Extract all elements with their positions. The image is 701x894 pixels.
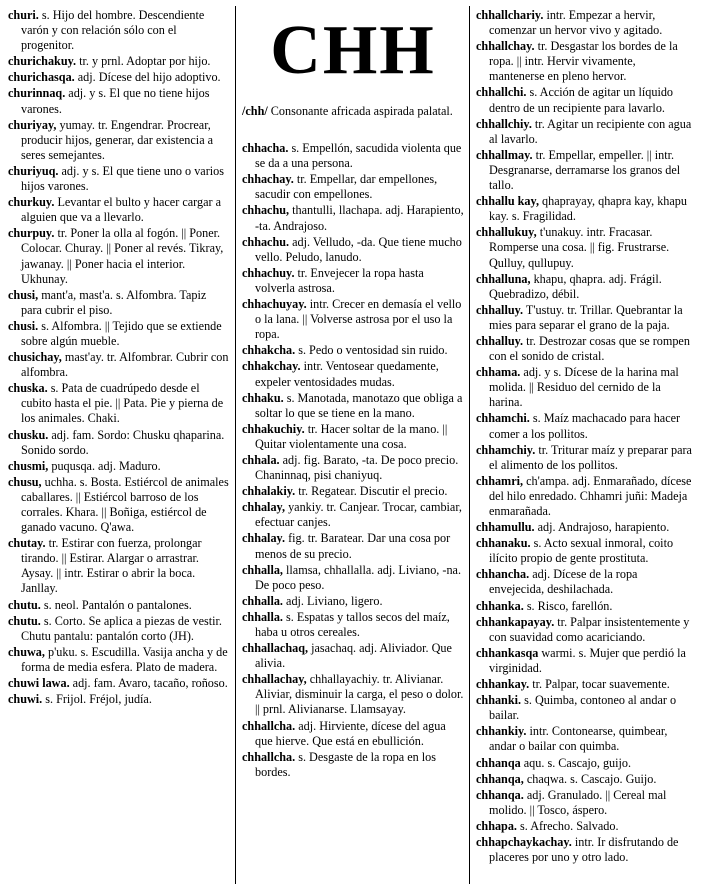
entry-definition: s. Acto sexual inmoral, coito ilícito propio de gente prostituta.	[489, 536, 674, 566]
entry-definition: adj. y s. El que no tiene hijos varones.	[21, 86, 210, 116]
entry-headword: chusu,	[8, 474, 42, 489]
entry-headword: chusi,	[8, 287, 39, 302]
entry-headword: chusi.	[8, 318, 39, 333]
dictionary-entry	[8, 692, 230, 707]
dictionary-entry	[8, 226, 230, 286]
entry-headword: chhanki.	[476, 693, 522, 708]
entry-headword: chhanqa	[476, 755, 521, 770]
entry-headword: chhalluy.	[476, 302, 524, 317]
entry-definition: Consonante africada aspirada palatal.	[267, 104, 453, 118]
dictionary-entry	[242, 266, 464, 296]
dictionary-entry	[242, 610, 464, 640]
entry-headword: chhaku.	[242, 390, 284, 405]
dictionary-entry	[242, 594, 464, 609]
entry-headword: chhanqa,	[476, 771, 524, 786]
entry-definition: adj. y s. Dícese de la harina mal molida. || Residuo del cernido de la harina.	[489, 365, 679, 410]
entry-definition: s. Hijo del hombre. Descendiente varón y con relación sólo con el progenitor.	[21, 8, 205, 53]
entry-definition: mant'a, mast'a. s. Alfombra. Tapiz para cubrir el piso.	[21, 287, 207, 317]
entry-definition: yumay. tr. Engendrar. Procrear, producir hijos, generar, dar existencia a seres semejantes.	[21, 117, 214, 162]
column-right	[476, 8, 694, 866]
dictionary-entry	[242, 750, 464, 780]
entry-headword: chusmi,	[8, 458, 49, 473]
entry-definition: tr. Empellar, dar empellones, sacudir con empellones.	[255, 172, 438, 202]
dictionary-entry	[8, 350, 230, 380]
entry-headword: chhalla.	[242, 593, 283, 608]
dictionary-entry	[8, 288, 230, 318]
dictionary-entry	[476, 443, 694, 473]
entry-headword: chhallchay.	[476, 39, 535, 54]
dictionary-entry	[242, 453, 464, 483]
entry-definition: adj. y s. El que tiene uno o varios hijos varones.	[21, 163, 224, 194]
entry-definition: adj. Andrajoso, harapiento.	[534, 520, 670, 535]
entry-definition: llamsa, chhallalla. adj. Liviano, -na. De poco peso.	[255, 562, 461, 592]
entry-headword: chusku.	[8, 427, 49, 442]
dictionary-entry	[476, 272, 694, 302]
dictionary-entry	[476, 835, 694, 865]
dictionary-entry	[476, 567, 694, 597]
entry-definition: tr. Triturar maíz y preparar para el alimento de los pollitos.	[489, 442, 692, 472]
dictionary-entry	[476, 117, 694, 147]
entry-definition: mast'ay. tr. Alfombrar. Cubrir con alfombra.	[21, 350, 229, 380]
dictionary-entry	[8, 645, 230, 675]
entry-definition: adj. fam. Avaro, tacaño, roñoso.	[69, 676, 228, 691]
dictionary-entry	[476, 39, 694, 84]
dictionary-entry	[476, 225, 694, 270]
entry-definition: adj. Liviano, ligero.	[282, 593, 383, 608]
entry-definition: tr. y prnl. Adoptar por hijo.	[76, 54, 211, 69]
entry-definition: adj. Granulado. || Cereal mal molido. || Tosco, áspero.	[489, 787, 667, 817]
dictionary-entry	[8, 70, 230, 85]
dictionary-entry	[242, 141, 464, 171]
entry-headword: chhallu kay,	[476, 194, 539, 209]
entry-headword: churichasqa.	[8, 70, 75, 85]
entry-definition: chaqwa. s. Cascajo. Guijo.	[523, 771, 657, 786]
entry-headword: chhachay.	[242, 172, 294, 187]
entry-definition: tr. Destrozar cosas que se rompen con el sonido de cristal.	[489, 333, 690, 364]
entry-headword: /chh/	[242, 104, 268, 118]
dictionary-entry	[8, 164, 230, 194]
dictionary-entry	[8, 676, 230, 691]
dictionary-entry	[242, 500, 464, 530]
dictionary-entry	[242, 484, 464, 499]
entry-definition: s. Quimba, contoneo al andar o bailar.	[489, 693, 677, 723]
entry-definition: uchha. s. Bosta. Estiércol de animales caballares. || Estiércol barroso de los corrales. Khara. || Boñiga, estiércol de ganado vacuno. Q'awa.	[21, 474, 229, 535]
entry-definition: s. Risco, farellón.	[523, 598, 613, 613]
dictionary-entry	[476, 334, 694, 364]
dictionary-entry	[476, 148, 694, 193]
entry-definition: s. Pata de cuadrúpedo desde el cubito hasta el pie. || Pata. Pie y pierna de los animales. Chaki.	[21, 381, 224, 426]
entry-headword: chhancha.	[476, 567, 530, 582]
entry-definition: s. Frijol. Fréjol, judía.	[42, 692, 152, 707]
entry-headword: churkuy.	[8, 195, 55, 210]
entry-headword: churi.	[8, 8, 39, 22]
dictionary-entry	[242, 391, 464, 421]
entry-headword: chutu.	[8, 613, 41, 628]
entry-definition: s. Acción de agitar un líquido dentro de un recipiente para lavarlo.	[489, 85, 674, 115]
entry-headword: churinnaq.	[8, 86, 66, 101]
dictionary-entry	[476, 85, 694, 115]
entry-headword: churiyay,	[8, 117, 57, 132]
entry-definition: s. Afrecho. Salvado.	[516, 818, 619, 833]
dictionary-entry	[476, 756, 694, 771]
entry-headword: chhakchay.	[242, 359, 301, 374]
dictionary-entry	[8, 459, 230, 474]
entry-headword: churpuy.	[8, 226, 55, 241]
entry-headword: chhankay.	[476, 677, 530, 692]
entry-headword: chuska.	[8, 381, 48, 396]
dictionary-entry	[476, 536, 694, 566]
dictionary-entry	[8, 475, 230, 535]
dictionary-entry	[8, 195, 230, 225]
entry-headword: chhanka.	[476, 598, 524, 613]
entry-headword: chhakuchiy.	[242, 421, 305, 436]
entry-headword: chhallcha.	[242, 718, 296, 733]
entry-headword: chhallachay,	[242, 672, 307, 687]
entry-definition: s. neol. Pantalón o pantalones.	[40, 597, 192, 612]
entry-headword: chhala.	[242, 452, 280, 467]
dictionary-entry	[476, 8, 694, 38]
entry-definition: fig. tr. Baratear. Dar una cosa por menos de su precio.	[255, 531, 451, 561]
entry-definition: p'uku. s. Escudilla. Vasija ancha y de forma de media esfera. Plato de madera.	[21, 644, 228, 674]
entry-definition: t'unakuy. intr. Fracasar. Romperse una cosa. || fig. Frustrarse. Qulluy, qullupuy.	[489, 225, 670, 270]
dictionary-entry	[242, 531, 464, 561]
entry-definition: T'ustuy. tr. Trillar. Quebrantar la mies para separar el grano de la paja.	[489, 302, 683, 332]
entry-definition: intr. Ventosear quedamente, expeler ventosidades mudas.	[255, 359, 439, 389]
dictionary-entry	[476, 520, 694, 535]
entry-headword: chuwa,	[8, 644, 45, 659]
entry-headword: chhachuy.	[242, 265, 295, 280]
entry-definition: aqu. s. Cascajo, guijo.	[520, 755, 632, 770]
dictionary-entry	[476, 677, 694, 692]
entry-headword: chhankasqa	[476, 645, 539, 660]
entry-definition: s. Desgaste de la ropa en los bordes.	[255, 749, 436, 779]
dictionary-entry	[8, 428, 230, 458]
entry-definition: tr. Estirar con fuerza, prolongar tirando. || Estirar. Alargar o arrastrar. Aysay. || intr. Estirar o abrir la boca. Janllay.	[21, 536, 202, 596]
entry-headword: chhalay.	[242, 531, 286, 546]
entry-headword: chhamullu.	[476, 520, 535, 535]
entry-headword: chutu.	[8, 597, 41, 612]
entry-definition: puqusqa. adj. Maduro.	[48, 458, 161, 473]
entry-headword: chhalluy.	[476, 333, 524, 348]
entry-headword: churiyuq.	[8, 163, 59, 178]
dictionary-entry	[242, 297, 464, 342]
entry-list-middle	[242, 141, 464, 780]
dictionary-entry	[476, 819, 694, 834]
entry-definition: warmi. s. Mujer que perdió la virginidad.	[489, 645, 686, 675]
dictionary-entry	[8, 86, 230, 116]
dictionary-entry	[242, 359, 464, 389]
dictionary-entry	[242, 343, 464, 358]
entry-headword: chutay.	[8, 536, 46, 551]
dictionary-entry	[476, 411, 694, 441]
entry-definition: s. Pedo o ventosidad sin ruido.	[295, 343, 448, 358]
entry-definition: tr. Palpar insistentemente y con suavidad como acariciando.	[489, 614, 690, 644]
entry-headword: chhanqa.	[476, 787, 524, 802]
entry-definition: khapu, qhapra. adj. Frágil. Quebradizo, débil.	[489, 271, 662, 301]
entry-headword: chhamchiy.	[476, 442, 536, 457]
entry-definition: s. Maíz machacado para hacer comer a los pollitos.	[489, 411, 681, 441]
entry-headword: chhallchiy.	[476, 116, 532, 131]
entry-definition: Levantar el bulto y hacer cargar a alguien que va a llevarlo.	[21, 195, 221, 225]
entry-definition: tr. Envejecer la ropa hasta volverla astrosa.	[255, 265, 424, 295]
entry-headword: chhakcha.	[242, 343, 296, 358]
entry-headword: chusichay,	[8, 350, 62, 365]
entry-definition: jasachaq. adj. Aliviador. Que alivia.	[255, 641, 452, 671]
entry-headword: chhalluna,	[476, 271, 531, 286]
entry-definition: s. Manotada, manotazo que obliga a soltar lo que se tiene en la mano.	[255, 390, 463, 420]
entry-headword: chhallchariy.	[476, 8, 544, 22]
dictionary-entry	[8, 54, 230, 69]
dictionary-entry	[8, 118, 230, 163]
entry-headword: chhallukuy,	[476, 225, 537, 240]
column-left	[8, 8, 230, 708]
entry-definition: intr. Crecer en demasía el vello o la lana. || Volverse astrosa por el uso la ropa.	[255, 297, 462, 342]
dictionary-entry	[476, 365, 694, 410]
entry-headword: chhankapayay.	[476, 614, 555, 629]
dictionary-entry	[476, 615, 694, 645]
entry-headword: chhamri,	[476, 473, 524, 488]
entry-definition: s. Espatas y tallos secos del maíz, haba u otros cereales.	[255, 609, 450, 639]
entry-headword: chhallchi.	[476, 85, 527, 100]
dictionary-entry	[8, 381, 230, 426]
entry-definition: tr. Poner la olla al fogón. || Poner. Colocar. Churay. || Poner al revés. Tikray, jawanay. || Poner hacia el interior. Ukhunay.	[21, 226, 224, 286]
letter-intro-entry	[242, 104, 464, 119]
entry-definition: chhallayachiy. tr. Alivianar. Aliviar, disminuir la carga, el peso o dolor. || prnl. Alivianarse. Llamsayay.	[255, 672, 464, 717]
entry-headword: chhachu.	[242, 234, 290, 249]
column-divider-left	[235, 6, 236, 884]
dictionary-entry	[8, 319, 230, 349]
entry-headword: chhalla,	[242, 562, 283, 577]
entry-definition: tr. Regatear. Discutir el precio.	[295, 484, 448, 499]
entry-definition: tr. Desgastar los bordes de la ropa. || intr. Hervir vivamente, mantenerse en pleno hervor.	[489, 39, 678, 84]
dictionary-entry	[476, 693, 694, 723]
dictionary-entry	[476, 772, 694, 787]
entry-headword: chhalakiy.	[242, 484, 296, 499]
entry-definition: intr. Empezar a hervir, comenzar un hervor vivo y agitado.	[489, 8, 663, 38]
entry-headword: chhalay,	[242, 500, 286, 515]
entry-definition: tr. Hacer soltar de la mano. || Quitar violentamente una cosa.	[255, 421, 448, 451]
entry-definition: adj. Hirviente, dícese del agua que hierve. Que está en ebullición.	[255, 718, 446, 748]
entry-definition: qhaprayay, qhapra kay, khapu kay. s. Fragilidad.	[489, 194, 687, 224]
dictionary-entry	[8, 536, 230, 596]
dictionary-entry	[242, 235, 464, 265]
entry-definition: adj. Velludo, -da. Que tiene mucho vello. Peludo, lanudo.	[255, 234, 462, 264]
entry-headword: chuwi.	[8, 692, 43, 707]
entry-headword: chhachu,	[242, 203, 290, 218]
entry-headword: chhanaku.	[476, 536, 531, 551]
entry-headword: chhama.	[476, 365, 521, 380]
entry-headword: chhacha.	[242, 141, 289, 156]
dictionary-entry	[476, 474, 694, 519]
section-letter-heading: CHH	[270, 12, 436, 89]
column-middle	[242, 8, 464, 781]
entry-definition: yankiy. tr. Canjear. Trocar, cambiar, efectuar canjes.	[255, 500, 462, 530]
dictionary-entry	[242, 172, 464, 202]
entry-definition: s. Empellón, sacudida violenta que se da a una persona.	[255, 141, 462, 171]
entry-headword: chhallcha.	[242, 749, 296, 764]
entry-definition: thantulli, llachapa. adj. Harapiento, -ta. Andrajoso.	[255, 203, 464, 233]
entry-definition: s. Alfombra. || Tejido que se extiende sobre algún mueble.	[21, 318, 222, 348]
entry-definition: tr. Empellar, empeller. || intr. Desgranarse, derramarse los granos del tallo.	[489, 147, 681, 193]
entry-headword: chhachuyay.	[242, 297, 307, 312]
dictionary-entry	[242, 719, 464, 749]
entry-headword: chhamchi.	[476, 411, 530, 426]
entry-headword: chhallmay.	[476, 147, 533, 162]
entry-definition: adj. Dícese de la ropa envejecida, deshilachada.	[489, 567, 638, 597]
entry-definition: ch'ampa. adj. Enmarañado, dícese del hilo enredado. Chhamri juñi: Madeja enmarañada.	[489, 473, 692, 518]
dictionary-entry	[8, 598, 230, 613]
entry-definition: adj. fig. Barato, -ta. De poco precio. Chaninnaq, pisi chaniyuq.	[255, 452, 459, 483]
dictionary-entry	[242, 641, 464, 671]
entry-headword: chuwi lawa.	[8, 676, 70, 691]
dictionary-entry	[476, 724, 694, 754]
entry-definition: intr. Ir disfrutando de placeres por uno y otro lado.	[489, 834, 679, 865]
entry-definition: adj. fam. Sordo: Chusku qhaparina. Sonido sordo.	[21, 427, 225, 457]
entry-definition: intr. Contonearse, quimbear, andar o bailar con quimba.	[489, 724, 668, 754]
dictionary-entry	[476, 646, 694, 676]
dictionary-entry	[476, 599, 694, 614]
entry-definition: tr. Palpar, tocar suavemente.	[529, 677, 670, 692]
entry-definition: adj. Dícese del hijo adoptivo.	[74, 70, 221, 85]
entry-headword: chhallachaq,	[242, 641, 309, 656]
dictionary-entry	[242, 422, 464, 452]
entry-headword: churichakuy.	[8, 54, 77, 69]
entry-headword: chhankiy.	[476, 724, 527, 739]
entry-headword: chhapchaykachay.	[476, 834, 572, 849]
entry-definition: s. Corto. Se aplica a piezas de vestir. Chutu pantalu: pantalón corto (JH).	[21, 613, 222, 643]
dictionary-entry	[476, 788, 694, 818]
dictionary-entry	[242, 563, 464, 593]
entry-headword: chhalla.	[242, 609, 283, 624]
entry-headword: chhapa.	[476, 818, 517, 833]
dictionary-entry	[8, 614, 230, 644]
entry-definition: tr. Agitar un recipiente con agua al lavarlo.	[489, 116, 692, 146]
dictionary-entry	[476, 303, 694, 333]
dictionary-entry	[242, 203, 464, 233]
dictionary-entry	[242, 672, 464, 717]
column-divider-right	[469, 6, 470, 884]
dictionary-entry	[8, 8, 230, 53]
dictionary-entry	[476, 194, 694, 224]
